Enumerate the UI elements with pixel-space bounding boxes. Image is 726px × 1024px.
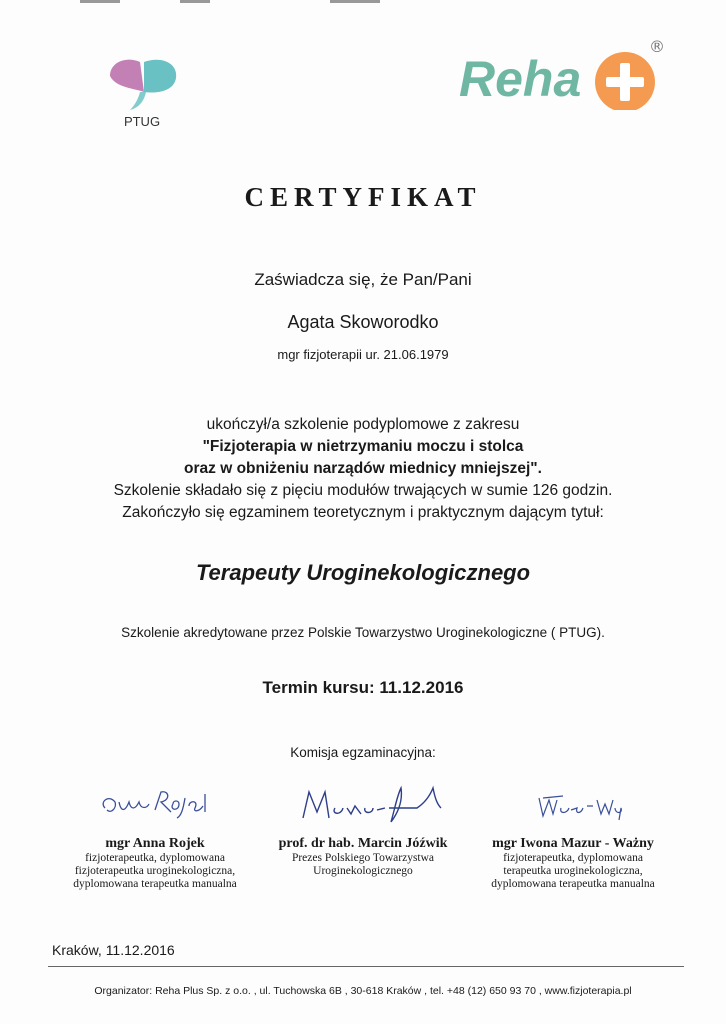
course-description bbox=[0, 414, 726, 524]
signatory-role: fizjoterapeutka, dyplomowana bbox=[503, 852, 643, 864]
signatory-role: Prezes Polskiego Towarzystwa bbox=[291, 852, 435, 864]
course-title-line2: oraz w obniżeniu narządów miednicy mniejszej". bbox=[184, 460, 542, 477]
signatory-name: prof. dr hab. Marcin Jóźwik bbox=[278, 836, 448, 851]
recipient-degree: mgr fizjoterapii ur. 21.06.1979 bbox=[277, 347, 449, 362]
signatory-name: mgr Iwona Mazur - Ważny bbox=[492, 836, 654, 851]
footer-divider bbox=[48, 966, 684, 967]
reha-logo-text: Reha bbox=[459, 51, 582, 107]
exam-line: Zakończyło się egzaminem teoretycznym i praktycznym dającym tytuł: bbox=[122, 504, 604, 521]
organizer-footer: Organizator: Reha Plus Sp. z o.o. , ul. Tuchowska 6B , 30-618 Kraków , tel. +48 (12) 650 93 70 , www.fizjoterapia.pl bbox=[94, 985, 632, 997]
signatory-role: fizjoterapeutka, dyplomowana bbox=[85, 852, 225, 864]
signatory-role: Uroginekologicznego bbox=[313, 865, 413, 877]
accreditation-line: Szkolenie akredytowane przez Polskie Towarzystwo Uroginekologiczne ( PTUG). bbox=[121, 625, 605, 640]
signatory-role: dyplomowana terapeutka manualna bbox=[73, 878, 237, 890]
ptug-logo-label: PTUG bbox=[123, 114, 161, 129]
signatory-1 bbox=[40, 778, 270, 891]
certificate-title: CERTYFIKAT bbox=[244, 182, 482, 212]
certificate-intro: Zaświadcza się, że Pan/Pani bbox=[254, 270, 472, 289]
completion-line: ukończył/a szkolenie podyplomowe z zakresu bbox=[206, 416, 520, 433]
signature-rojek bbox=[85, 778, 225, 834]
place-and-date: Kraków, 11.12.2016 bbox=[52, 942, 175, 958]
signatory-2 bbox=[248, 778, 478, 878]
signatory-name: mgr Anna Rojek bbox=[105, 836, 205, 851]
top-edge-marks bbox=[60, 0, 440, 5]
commission-label: Komisja egzaminacyjna: bbox=[290, 745, 436, 760]
signatory-role: fizjoterapeutka uroginekologiczna, bbox=[74, 865, 236, 877]
reha-plus-logo bbox=[455, 38, 675, 110]
course-term: Termin kursu: 11.12.2016 bbox=[262, 678, 464, 697]
signatory-role: dyplomowana terapeutka manualna bbox=[491, 878, 655, 890]
signatory-3 bbox=[458, 778, 688, 891]
recipient-name: Agata Skoworodko bbox=[287, 312, 439, 332]
awarded-title: Terapeuty Uroginekologicznego bbox=[195, 560, 531, 585]
signature-mazur-wazny bbox=[503, 778, 643, 834]
signature-jozwik bbox=[273, 778, 453, 834]
registered-mark: ® bbox=[649, 38, 665, 56]
duration-line: Szkolenie składało się z pięciu modułów trwających w sumie 126 godzin. bbox=[113, 482, 613, 499]
signatory-role: terapeutka uroginekologiczna, bbox=[503, 865, 643, 877]
course-title-line1: "Fizjoterapia w nietrzymaniu moczu i stolca bbox=[202, 438, 524, 455]
